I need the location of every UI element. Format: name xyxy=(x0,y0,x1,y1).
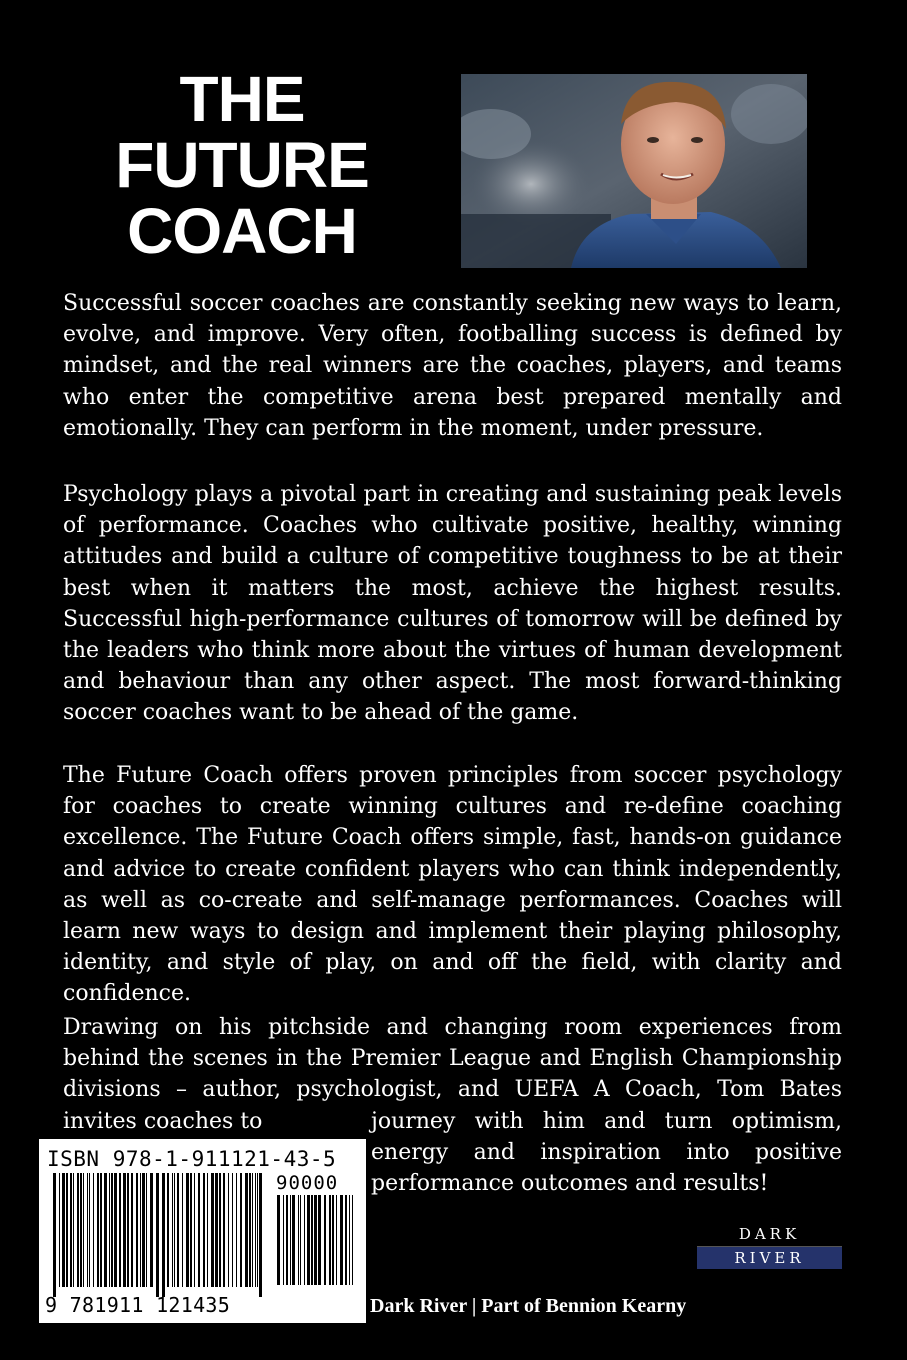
barcode-bar xyxy=(190,1173,192,1287)
barcode-bar xyxy=(172,1173,173,1287)
title-line-2: FUTURE xyxy=(115,129,369,201)
barcode-bar xyxy=(93,1173,94,1287)
barcode-bar xyxy=(177,1173,179,1287)
barcode-bar xyxy=(59,1173,60,1287)
barcode-bar xyxy=(186,1173,189,1287)
barcode-bar xyxy=(53,1173,56,1297)
barcode-bar xyxy=(349,1195,350,1285)
barcode-bar xyxy=(259,1173,262,1297)
blurb-paragraph-3: The Future Coach offers proven principles from soccer psychology for coaches to create winning cultures and re-define coaching excellence. The Future Coach offers simple, fast, hands-on guidance and advice to create confident players who can think independently, as well as co-create and self-manage performances. Coaches will learn new ways to design and implement their playing philosophy, identity, and style of play, on and off the field, with clarity and confidence. xyxy=(63,763,842,1007)
barcode-bar xyxy=(304,1195,305,1285)
barcode-bar xyxy=(70,1173,72,1287)
barcode-bar xyxy=(203,1173,205,1287)
barcode-bar xyxy=(194,1173,195,1287)
barcode-bar xyxy=(290,1195,291,1285)
addon-barcode-bars xyxy=(277,1195,357,1297)
barcode-bar xyxy=(332,1195,334,1285)
barcode-bar xyxy=(182,1173,183,1287)
barcode-bar xyxy=(100,1173,102,1287)
barcode-bar xyxy=(131,1173,133,1287)
price-code-label: 90000 xyxy=(276,1172,339,1194)
barcode-bar xyxy=(228,1173,229,1287)
barcode-bar xyxy=(352,1195,353,1285)
barcode-bar xyxy=(252,1173,253,1287)
barcode-bar xyxy=(146,1173,147,1287)
barcode-bar xyxy=(215,1173,218,1287)
barcode-bar xyxy=(329,1195,331,1285)
barcode-bar xyxy=(286,1195,288,1285)
logo-word-river: RIVER xyxy=(697,1246,842,1269)
barcode-bar xyxy=(104,1173,107,1287)
barcode-bar xyxy=(89,1173,90,1287)
author-photo-illustration xyxy=(461,74,807,268)
blurb-paragraph-2: Psychology plays a pivotal part in creating and sustaining peak levels of performance. Coaches who cultivate positive, healthy, winning attitudes and build a culture of competitive toughness to be at their best when it matters the most, achieve the highest results. Successful high-performance cultures of tomorrow will be defined by the leaders who think more about the virtues of human development and behaviour than any other aspect. The most forward-thinking soccer coaches want to be ahead of the game. xyxy=(63,482,842,726)
blurb-paragraph-4-continued: journey with him and turn optimism, energy and inspiration into positive performance outcomes and results! xyxy=(371,1109,842,1197)
barcode-bar xyxy=(232,1173,233,1287)
barcode-bar xyxy=(174,1173,175,1287)
barcode-bar xyxy=(298,1195,299,1285)
barcode-bar xyxy=(314,1195,317,1285)
barcode-bar xyxy=(142,1173,145,1287)
barcode-bar xyxy=(318,1195,321,1285)
blurb-paragraph-1: Successful soccer coaches are constantly seeking new ways to learn, evolve, and improve. Very often, footballing success is defined by mindset, and the real winners are the coaches, players, and teams who enter the competitive arena best prepared mentally and emotionally. They can perform in the moment, under pressure. xyxy=(63,291,842,441)
barcode-bar xyxy=(307,1195,310,1285)
barcode-bar xyxy=(292,1195,295,1285)
barcode-bar xyxy=(277,1195,280,1285)
barcode-bar xyxy=(311,1195,313,1285)
barcode-bar xyxy=(207,1173,208,1287)
logo-word-dark: DARK xyxy=(697,1223,842,1246)
barcode-bar xyxy=(198,1173,200,1287)
ean-barcode-bars xyxy=(53,1173,269,1297)
barcode-bar xyxy=(87,1173,88,1287)
barcode-bar xyxy=(109,1173,110,1287)
barcode-bar xyxy=(283,1195,284,1285)
barcode-bar xyxy=(73,1173,74,1287)
barcode-bar xyxy=(223,1173,225,1287)
barcode-bar xyxy=(219,1173,221,1287)
barcode-bar xyxy=(156,1173,159,1297)
barcode-bar xyxy=(324,1195,326,1285)
barcode-bar xyxy=(136,1173,138,1287)
barcode-bar xyxy=(240,1173,242,1287)
barcode-bar xyxy=(300,1195,301,1285)
barcode-bar xyxy=(162,1173,165,1297)
title-line-3: COACH xyxy=(127,195,357,267)
barcode-bar xyxy=(236,1173,237,1287)
barcode-bar xyxy=(123,1173,126,1287)
barcode-bar xyxy=(255,1173,256,1287)
isbn-barcode xyxy=(39,1139,366,1323)
barcode-bar xyxy=(66,1173,68,1287)
author-photo xyxy=(461,74,807,268)
dark-river-logo xyxy=(697,1223,842,1270)
barcode-bar xyxy=(111,1173,113,1287)
barcode-bar xyxy=(97,1173,99,1287)
barcode-bar xyxy=(127,1173,129,1287)
ean-digits: 9 781911 121435 xyxy=(45,1293,231,1317)
barcode-bar xyxy=(249,1173,251,1287)
barcode-bar xyxy=(211,1173,214,1287)
blurb-paragraph-4: Drawing on his pitchside and changing room experiences from behind the scenes in the Premier League and English Championship divisions – author, psychologist, and UEFA A Coach, Tom Bates invites coaches to xyxy=(63,1015,842,1134)
isbn-label: ISBN 978-1-911121-43-5 xyxy=(47,1147,337,1171)
barcode-bar xyxy=(77,1173,79,1287)
book-title xyxy=(62,63,422,267)
barcode-bar xyxy=(257,1173,258,1287)
barcode-bar xyxy=(340,1195,343,1285)
publisher-line: Dark River | Part of Bennion Kearny xyxy=(370,1295,687,1317)
barcode-bar xyxy=(336,1195,337,1285)
barcode-bar xyxy=(167,1173,169,1287)
title-line-1: THE xyxy=(179,63,305,135)
barcode-bar xyxy=(245,1173,248,1287)
barcode-bar xyxy=(150,1173,153,1287)
barcode-bar xyxy=(140,1173,141,1287)
barcode-bar xyxy=(62,1173,65,1287)
barcode-bar xyxy=(83,1173,84,1287)
barcode-bar xyxy=(119,1173,121,1287)
barcode-bar xyxy=(114,1173,117,1287)
barcode-bar xyxy=(80,1173,82,1287)
barcode-bar xyxy=(345,1195,347,1285)
